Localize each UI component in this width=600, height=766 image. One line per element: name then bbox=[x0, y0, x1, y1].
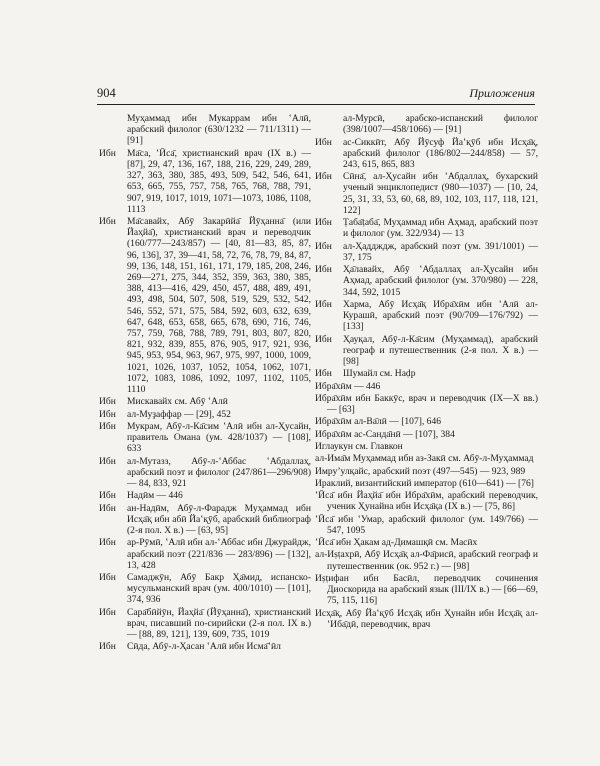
index-entry bbox=[99, 421, 311, 455]
entry-text: Ма̄са, ʽӢса̄, христианский врач (IX в.) — [87], 29, 47, 136, 167, 188, 216, 229, 249, 289, 327, 363, 380, 385, 493, 509, 542, 546, 641, 653, 665, 755, 757, 758, 765, 768, 788, 791, 907, 919, 1017, 1019, 1071—1073, 1086, 1108, 1113 bbox=[127, 147, 311, 215]
entry-text: ал-Мутазз, Абӯ-л-ʽАббас ʽАбдаллаҳ, арабский поэт и филолог (247/861—296/908) — 84, 833, 921 bbox=[127, 455, 311, 490]
entry-text: ʽӢса̄ ибн ʽУмар, арабский филолог (ум. 149/766) — 547, 1095 bbox=[315, 513, 538, 536]
entry-text: ал-Ҳаддждж, арабский поэт (ум. 391/1001) — 37, 175 bbox=[343, 240, 538, 263]
index-entry bbox=[99, 456, 311, 490]
entry-text: ас-Сиккӣт, Абӯ Йӯсуф Йаʽқӯб ибн Исҳа̄қ, арабский филолог (186/802—244/858) — 57, 243, 615, 865, 883 bbox=[343, 136, 538, 170]
entry-prefix: Ибн bbox=[99, 641, 116, 653]
entry-text: Харма, Абӯ Исҳа̄қ Ибра̄хӣм ибн ʽАлӣ ал-Курашӣ, арабский поэт (90/709—176/792) — [133] bbox=[343, 298, 538, 333]
index-entry bbox=[315, 171, 538, 216]
entry-text: Ибра̄хӣм ал-Ва̄лӣ — [107], 646 bbox=[315, 416, 441, 428]
entry-text: Ҳауқал, Абӯ-л-Ка̄сим (Муҳаммад), арабский географ и путешественник (2-я пол. X в.) — [98] bbox=[343, 333, 538, 367]
index-column-left bbox=[99, 113, 311, 654]
entry-prefix: Ибн bbox=[315, 368, 332, 380]
page-number: 904 bbox=[97, 86, 116, 100]
index-entry bbox=[315, 441, 538, 452]
entry-text: Самаджӯн, Абӯ Бакр Ҳа̄мид, испанско-мусульманский врач (ум. 400/1010) — [101], 374, 936 bbox=[127, 572, 311, 606]
entry-prefix: Ибн bbox=[315, 136, 332, 148]
entry-text: Ибра̄хӣм ибн Баккӯс, врач и переводчик (IX—X вв.) — [63] bbox=[315, 392, 538, 416]
entry-text: Исҳа̄қ, Абӯ Йаʽқӯб Исҳа̄қ ибн Ҳунайн ибн Исҳа̄қ ал-ʽИба̄дӣ, переводчик, врач bbox=[315, 607, 538, 630]
entry-prefix: Ибн bbox=[99, 216, 116, 228]
index-entry bbox=[99, 148, 311, 215]
index-entry bbox=[315, 537, 538, 548]
entry-prefix: Ибн bbox=[99, 606, 116, 618]
header-rule bbox=[97, 104, 535, 105]
entry-text: ал-Иṣṭахрӣ, Абӯ Исҳа̄қ ал-Фа̄рисӣ, арабский географ и путешественник (ок. 952 г.) — [98] bbox=[315, 549, 538, 572]
entry-text: ал-Мурсӣ, арабско-испанский филолог (398/1007—458/1066) — [91] bbox=[343, 113, 538, 136]
entry-prefix: Ибн bbox=[99, 537, 116, 549]
entry-text: Сӣна̄, ал-Ҳусайн ибн ʽАбдаллаҳ, бухарский ученый энциклопедист (980—1037) — [10, 24, 25, 31, 33, 53, 60, 68, 89, 102, 103, 117, 118, 121, 122] bbox=[343, 171, 538, 216]
index-entry bbox=[315, 416, 538, 427]
index-entry bbox=[315, 466, 538, 477]
entry-text: Ибра̄хӣм ас-Санда̄нӣ — [107], 384 bbox=[315, 428, 455, 440]
entry-text: Муҳаммад ибн Мукаррам ибн ʽАлӣ, арабский филолог (630/1232 — 711/1311) — [91] bbox=[127, 113, 311, 147]
index-entry bbox=[315, 381, 538, 392]
entry-text: ʽӢса̄ ибн Йаҳйа̄ ибн Ибра̄хӣм, арабский переводчик, ученик Ҳунайна ибн Исҳа̄қа (IX в.) — [75, 86] bbox=[315, 490, 538, 513]
entry-text: ан-Надӣм, Абӯ-л-Фарадж Муҳаммад ибн Исҳа̄қ ибн абӣ Йаʽқӯб, арабский библиограф (2-я пол. X в.) — [63, 95] bbox=[127, 502, 311, 537]
index-entry bbox=[99, 641, 311, 652]
entry-prefix: Ибн bbox=[315, 240, 332, 252]
entry-text: ал-Муҙаффар — [29], 452 bbox=[127, 408, 231, 420]
entry-text: Ираклий, византийский император (610—641) — [76] bbox=[315, 477, 534, 489]
entry-prefix: Ибн bbox=[99, 572, 116, 584]
entry-prefix: Ибн bbox=[99, 408, 116, 420]
index-entry bbox=[99, 216, 311, 395]
index-entry bbox=[315, 264, 538, 298]
index-entry bbox=[315, 573, 538, 607]
index-entry bbox=[99, 113, 311, 147]
index-entry bbox=[315, 514, 538, 536]
entry-text: ʽӢса̄ ибн Ҳакам ад-Димашқӣ см. Масӣх bbox=[315, 537, 478, 549]
entry-prefix: Ибн bbox=[315, 217, 332, 229]
entry-text: Шумайл см. Наḍр bbox=[343, 368, 416, 380]
index-entry bbox=[315, 608, 538, 630]
entry-prefix: Ибн bbox=[99, 147, 116, 159]
entry-text: Имруʼулқайс, арабский поэт (497—545) — 923, 989 bbox=[315, 465, 526, 477]
entry-prefix: Ибн bbox=[315, 333, 332, 345]
index-entry bbox=[315, 241, 538, 263]
page-header bbox=[97, 86, 535, 102]
entry-prefix: Ибн bbox=[315, 264, 332, 276]
index-entry bbox=[99, 607, 311, 641]
entry-prefix: Ибн bbox=[315, 171, 332, 183]
index-entry bbox=[99, 396, 311, 407]
index-entry bbox=[315, 429, 538, 440]
index-entry bbox=[99, 537, 311, 571]
entry-text: Мискавайх см. Абӯ ʽАлӣ bbox=[127, 396, 228, 408]
index-entry bbox=[315, 549, 538, 571]
entry-prefix: Ибн bbox=[99, 420, 116, 432]
index-entry bbox=[315, 368, 538, 379]
index-entry bbox=[315, 113, 538, 135]
index-column-right bbox=[315, 113, 538, 631]
entry-text: Ма̄савайх, Абӯ Закарӣйа̄ Йӯҳанна̄ (или Йаҳйа̄), христианский врач и переводчик (160/777—243/857) — [40, 81—83, 85, 87, 96, 136], 37, 39—41, 58, 72, 76, 78, 79, 84, 87, 99, 136, 148, 151, 161, 171, 179, 185, 208, 246, 269—271, 275, 344, 352, 359, 363, 380, 385, 388, 413—416, 429, 450, 457, 488, 489, 491, 493, 498, 504, 507, 508, 519, 529, 532, 542, 546, 552, 571, 575, 584, 592, 603, 632, 639, 647, 648, 653, 658, 665, 678, 690, 716, 746, 757, 759, 768, 788, 789, 791, 803, 807, 820, 821, 932, 839, 855, 876, 905, 917, 921, 936, 945, 953, 954, 963, 967, 975, 997, 1000, 1009, 1021, 1026, 1037, 1052, 1054, 1062, 1071, 1072, 1083, 1086, 1092, 1097, 1102, 1105, 1110 bbox=[127, 216, 311, 396]
entry-text: Надӣм — 446 bbox=[127, 490, 183, 502]
index-entry bbox=[315, 137, 538, 171]
index-entry bbox=[315, 299, 538, 333]
entry-text: Ṭаба̄ṭаба̄, Муҳаммад ибн Аҳмад, арабский поэт и филолог (ум. 322/934) — 13 bbox=[343, 217, 538, 240]
index-entry bbox=[315, 453, 538, 464]
index-entry bbox=[315, 393, 538, 415]
entry-prefix: Ибн bbox=[99, 455, 116, 467]
entry-prefix: Ибн bbox=[99, 490, 116, 502]
entry-text: Сара̄бӣйӯн, Йаҳйа̄ (Йӯҳанна̄), христианский врач, писавший по-сирийски (2-я пол. IX в.) — [88, 89, 121], 139, 609, 735, 1019 bbox=[127, 606, 311, 641]
entry-text: Сӣда, Абӯ-л-Ҳасан ʽАлӣ ибн Исма̄ʽӣл bbox=[127, 641, 281, 653]
index-entry bbox=[315, 334, 538, 368]
index-entry bbox=[99, 503, 311, 537]
index-entry bbox=[99, 490, 311, 501]
entry-prefix: Ибн bbox=[99, 502, 116, 514]
entry-text: ал-Има̄м Муҳаммад ибн аз-Закӣ см. Абӯ-л-Муҳаммад bbox=[315, 453, 534, 465]
entry-text: ар-Рӯмӣ, ʽАлӣ ибн ал-ʽАббас ибн Джурайдж, арабский поэт (221/836 — 283/896) — [132], 13, 428 bbox=[127, 537, 311, 571]
entry-prefix: Ибн bbox=[99, 396, 116, 408]
index-entry bbox=[99, 572, 311, 606]
index-entry bbox=[315, 217, 538, 239]
index-entry bbox=[315, 490, 538, 512]
entry-text: Ҳа̄лавайх, Абӯ ʽАбдаллаҳ ал-Ҳусайн ибн Аҳмад, арабский филолог (ум. 370/980) — 228, 344, 592, 1015 bbox=[343, 264, 538, 298]
index-entry bbox=[99, 409, 311, 420]
entry-text: Иглаукун см. Главкон bbox=[315, 440, 403, 452]
entry-text: Мукрам, Абӯ-л-Ка̄сим ʽАлӣ ибн ал-Ҳусайн, правитель Омана (ум. 428/1037) — [108], 633 bbox=[127, 420, 311, 455]
entry-text: Ибра̄хӣм — 446 bbox=[315, 380, 381, 392]
entry-text: Иṣṭифан ибн Басӣл, переводчик сочинения Диоскорида на арабский язык (III/IX в.) — [66—69, 75, 115, 116] bbox=[315, 572, 538, 607]
index-entry bbox=[315, 478, 538, 489]
running-title: Приложения bbox=[469, 86, 535, 100]
entry-prefix: Ибн bbox=[315, 298, 332, 310]
